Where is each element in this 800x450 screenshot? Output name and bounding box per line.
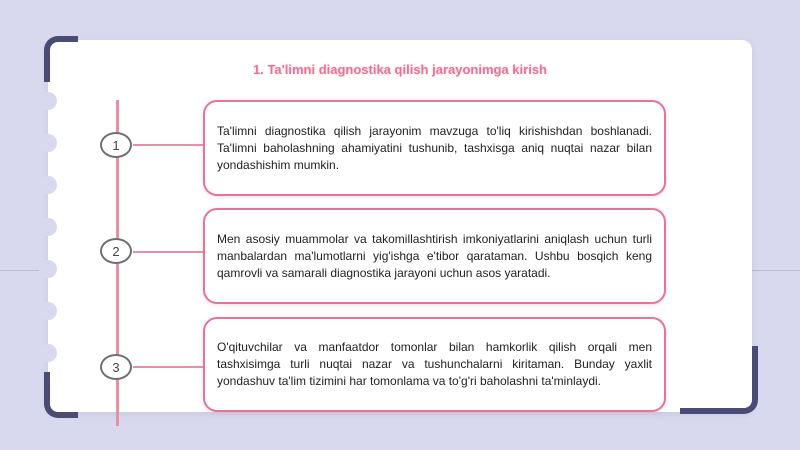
notebook-hole bbox=[39, 176, 57, 194]
step-number-badge: 2 bbox=[100, 238, 132, 264]
step-box bbox=[203, 100, 666, 196]
step-connector bbox=[133, 366, 203, 368]
notebook-hole bbox=[39, 260, 57, 278]
notebook-hole bbox=[39, 344, 57, 362]
frame-corner-bottom-right bbox=[680, 346, 758, 414]
notebook-hole bbox=[39, 92, 57, 110]
step-box bbox=[203, 317, 666, 412]
step-text: Ta'limni diagnostika qilish jarayonim mavzuga to'liq kirishishdan boshlanadi. Ta'limni baholashning ahamiyatini tushunib, tashxisga aniq nuqtai nazar bilan yondashishim mumkin. bbox=[217, 123, 652, 172]
step-number-badge: 3 bbox=[100, 354, 132, 380]
notebook-hole bbox=[39, 302, 57, 320]
step-text: O'qituvchilar va manfaatdor tomonlar bilan hamkorlik qilish orqali men tashxisimga turli nuqtai nazar va tushunchalarni kiritaman. Bunday yaxlit yondashuv ta'lim tizimini har tomonlama va to'g'ri baholashni ta'minlaydi. bbox=[217, 340, 652, 388]
step-connector bbox=[133, 144, 203, 146]
step-text: Men asosiy muammolar va takomillashtirish imkoniyatlarini aniqlash uchun turli manbalardan ma'lumotlarni yig'ishga e'tibor qarataman. Ushbu bosqich keng qamrovli va samarali diagnostika jarayoni uchun asos yaratadi. bbox=[217, 231, 652, 280]
step-number-badge: 1 bbox=[100, 132, 132, 158]
frame-corner-bottom-left bbox=[44, 372, 78, 418]
notebook-hole bbox=[39, 134, 57, 152]
step-box bbox=[203, 208, 666, 304]
slide-title: 1. Ta'limni diagnostika qilish jarayonimga kirish bbox=[253, 62, 547, 77]
step-connector bbox=[133, 251, 203, 253]
notebook-hole bbox=[39, 218, 57, 236]
